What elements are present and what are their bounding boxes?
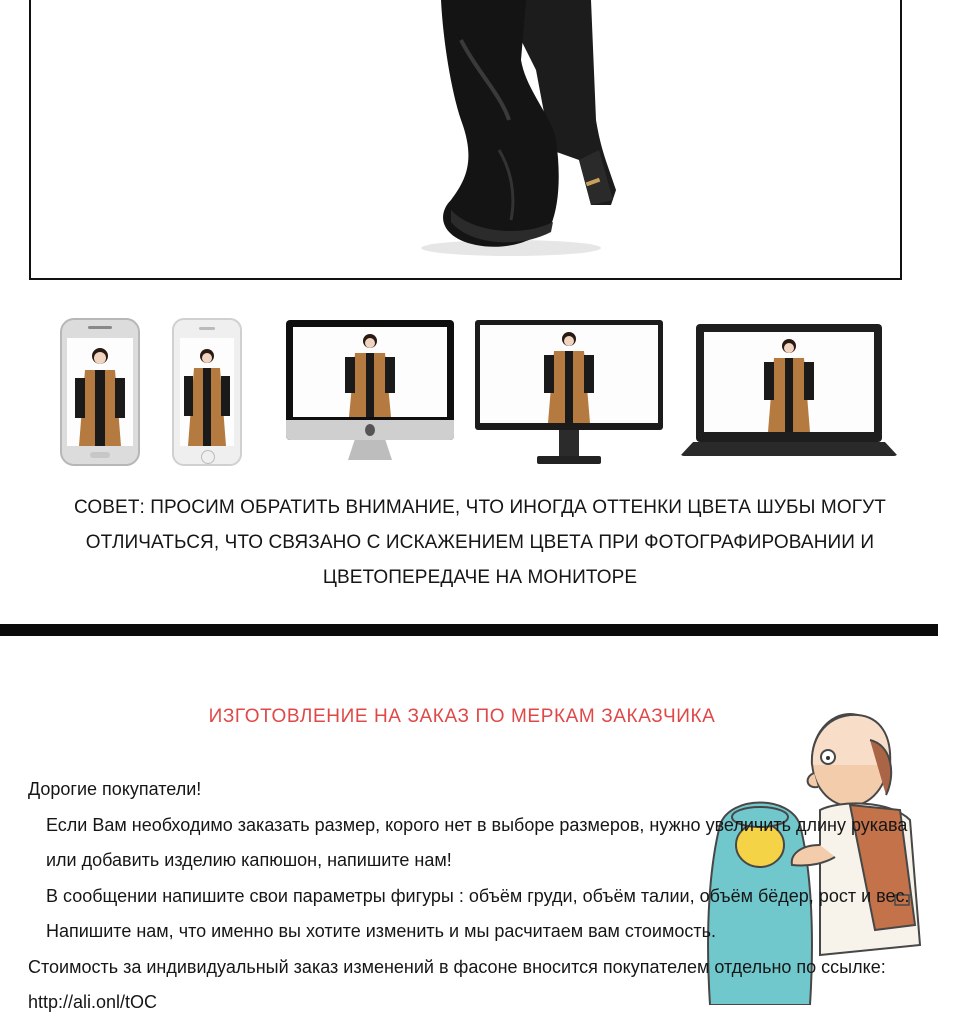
custom-order-text <box>28 772 918 1021</box>
greeting: Дорогие покупатели! <box>28 779 202 799</box>
product-photo-frame <box>29 0 902 280</box>
paragraph-size: Если Вам необходимо заказать размер, корого нет в выборе размеров, нужно увеличить длину рукава или добавить изделию капюшон, напишите нам! <box>46 814 908 870</box>
paragraph-payment: Стоимость за индивидуальный заказ изменений в фасоне вносится покупателем отдельно по ссылке: http://ali.onl/tOC <box>28 956 886 1012</box>
custom-order-title: ИЗГОТОВЛЕНИЕ НА ЗАКАЗ ПО МЕРКАМ ЗАКАЗЧИКА <box>208 706 716 727</box>
boots-image <box>31 0 900 278</box>
color-note: СОВЕТ: ПРОСИМ ОБРАТИТЬ ВНИМАНИЕ, ЧТО ИНОГДА ОТТЕНКИ ЦВЕТА ШУБЫ МОГУТ ОТЛИЧАТЬСЯ, ЧТО СВЯЗАНО С ИСКАЖЕНИЕМ ЦВЕТА ПРИ ФОТОГРАФИРОВАНИИ И ЦВЕТОПЕРЕДАЧЕ НА МОНИТОРЕ <box>74 497 886 588</box>
dell-monitor-image <box>475 320 663 466</box>
imac-image <box>286 320 454 465</box>
apple-logo-icon <box>365 424 375 436</box>
smartphone-iphone-image <box>172 318 242 466</box>
devices-row <box>0 300 960 470</box>
section-divider <box>0 624 938 636</box>
paragraph-measurements: В сообщении напишите свои параметры фигуры : объём груди, объём талии, объём бёдер, рост и вес. Напишите нам, что именно вы хотите изменить и мы расчитаем вам стоимость. <box>46 885 910 941</box>
dell-laptop-image <box>680 324 898 464</box>
smartphone-samsung-image <box>60 318 140 466</box>
